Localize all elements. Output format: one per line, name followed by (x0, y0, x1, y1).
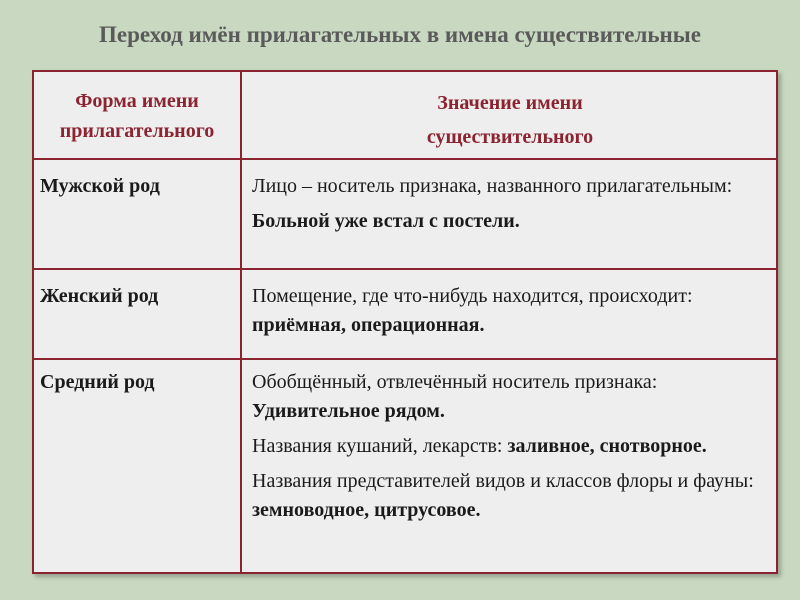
row-meaning-masculine: Лицо – носитель признака, названного прилагательным: Больной уже встал с постели. (242, 172, 778, 236)
row-divider (34, 158, 776, 160)
row-meaning-feminine: Помещение, где что-нибудь находится, происходит: приёмная, операционная. (252, 285, 693, 336)
example-text: земноводное, цитрусовое. (252, 499, 481, 521)
example-text: Больной уже встал с постели. (252, 210, 520, 232)
row-form-feminine: Женский род (40, 285, 159, 307)
grammar-table (32, 70, 778, 574)
row-divider (34, 358, 776, 360)
row-form-neuter: Средний род (40, 371, 155, 393)
row-divider (34, 268, 776, 270)
row-meaning-neuter: Обобщённый, отвлечённый носитель признака: Удивительное рядом. Названия кушаний, лекарств: заливное, снотворное. Названия представителей видов и классов флоры и фауны: земноводное, цитрусовое. (252, 371, 754, 521)
example-text: приёмная, операционная. (252, 314, 485, 336)
header-meaning-column: Значение имени существительного (426, 92, 594, 148)
example-text: заливное, снотворное. (507, 435, 707, 457)
page-title: Переход имён прилагательных в имена существительные (99, 22, 701, 47)
row-form-masculine: Мужской род (40, 175, 160, 197)
header-form-column: Форма имени прилагательного (59, 90, 215, 142)
example-text: Удивительное рядом. (252, 400, 445, 422)
